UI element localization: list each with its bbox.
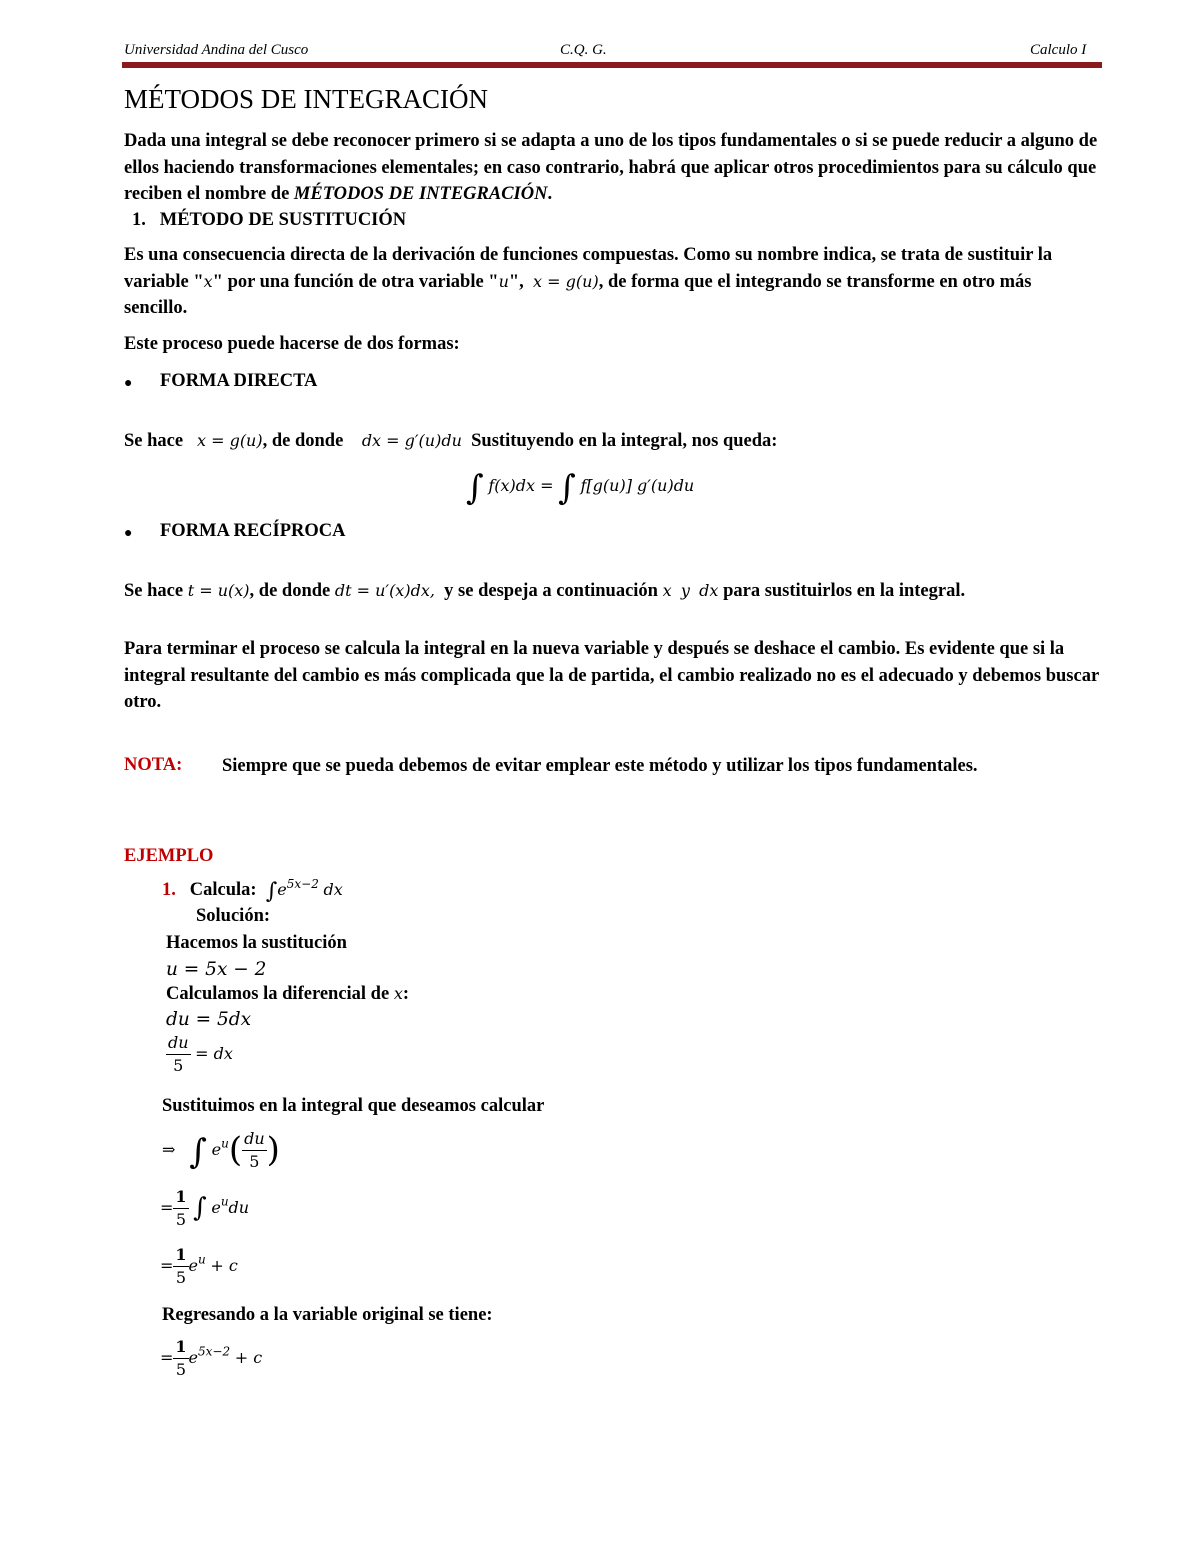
u-exp: u — [220, 1194, 229, 1209]
eu: e — [211, 1197, 221, 1217]
integral-sign-icon: ∫ — [466, 468, 484, 508]
eq-u: u = 5x − 2 — [166, 959, 267, 980]
eq-substitute — [162, 1128, 280, 1173]
paren-open: ( — [228, 1129, 243, 1170]
ejemplo-calcula-label: Calcula: — [189, 880, 257, 901]
forma-directa-label: FORMA DIRECTA — [160, 371, 318, 391]
fr-de-donde: , de donde — [249, 581, 331, 601]
fd-se-hace: Se hace — [124, 431, 184, 451]
fd-rest: Sustituyendo en la integral, nos queda: — [471, 431, 778, 451]
frac-one: 1 — [173, 1186, 188, 1209]
var-x: x — [203, 271, 213, 291]
step4: Regresando a la variable original se tiene: — [162, 1305, 493, 1325]
fraction — [242, 1128, 267, 1173]
bullet-icon: ● — [124, 376, 133, 391]
frac-one: 1 — [173, 1336, 188, 1359]
bullet-icon: ● — [124, 526, 133, 541]
nota-text: Siempre que se pueda debemos de evitar emplear este método y utilizar los tipos fundamentales. — [222, 756, 978, 776]
fd-formula-rhs: f[g(u)] g′(u)du — [580, 476, 695, 495]
frac-five: 5 — [175, 1210, 187, 1229]
intro-emphasis: MÉTODOS DE INTEGRACIÓN — [293, 184, 548, 204]
section-number: 1. — [132, 210, 146, 230]
integral-sign-icon: ∫ — [189, 1131, 207, 1172]
header-left: Universidad Andina del Cusco — [124, 42, 309, 58]
frac-num: du — [166, 1032, 191, 1055]
page-title: MÉTODOS DE INTEGRACIÓN — [124, 84, 488, 114]
nota-label: NOTA: — [124, 755, 183, 775]
step2-colon: : — [402, 984, 410, 1004]
fd-formula-lhs: f(x)dx = — [488, 476, 554, 495]
section-p1-b: " por una función de otra variable " — [212, 271, 499, 292]
fraction — [173, 1336, 188, 1381]
frac-num: du — [242, 1128, 267, 1151]
intro-paragraph — [124, 128, 1099, 208]
u-exp: u — [221, 1136, 229, 1151]
fd-formula — [466, 468, 694, 508]
eq-step-a — [160, 1186, 249, 1231]
var-u: u — [498, 271, 509, 291]
fr-mid: y se despeja a continuación — [444, 581, 658, 601]
frac-five: 5 — [175, 1360, 187, 1379]
fr-paragraph-2: Para terminar el proceso se calcula la integral en la nueva variable y después se deshace el cambio. Es evidente que si la integral resultante del cambio es más complicada que la de partida, el cambio realizado no es el adecuado y debemos buscar otro. — [124, 639, 1099, 712]
ej-exp: 5x−2 — [286, 877, 319, 891]
intro-end: . — [547, 184, 553, 204]
fr-rest: para sustituirlos en la integral. — [723, 581, 966, 601]
step2-x: x — [393, 984, 403, 1003]
section-p1-d: , de forma que el integrando se transforme en otro más sencillo. — [124, 271, 1032, 318]
integral-sign-icon: ∫ — [265, 879, 278, 905]
eq-du: du = 5dx — [166, 1009, 252, 1030]
integral-sign-icon: ∫ — [193, 1192, 207, 1223]
section-p1-a: Es una consecuencia directa de la derivación de funciones compuestas. Como su nombre indica, se trata de sustituir la variable " — [124, 245, 1053, 292]
eq-sign: = — [160, 1197, 174, 1217]
header-right: Calculo I — [1030, 42, 1087, 58]
frac-den: 5 — [249, 1152, 260, 1171]
ejemplo-solucion: Solución: — [196, 906, 271, 926]
ejemplo-calcula — [162, 877, 343, 904]
fr-y: y — [680, 581, 690, 600]
plus-c: + c — [210, 1255, 238, 1275]
section-p1-c: ", — [508, 271, 524, 292]
frac-five: 5 — [175, 1268, 187, 1287]
fd-de-donde: , de donde — [262, 431, 344, 451]
fr-x: x — [662, 581, 672, 600]
eu: e — [211, 1139, 222, 1159]
fr-dx: dx — [699, 581, 719, 600]
ej-dx: dx — [323, 880, 343, 900]
fr-eq1: t = u(x) — [187, 581, 250, 600]
eu: e — [188, 1255, 199, 1275]
section-heading — [132, 210, 406, 231]
forma-reciproca-label: FORMA RECÍPROCA — [160, 521, 346, 541]
section-p2: Este proceso puede hacerse de dos formas: — [124, 334, 460, 354]
integral-sign-icon: ∫ — [558, 468, 576, 508]
plus-c: + c — [234, 1347, 263, 1367]
frac-one: 1 — [173, 1244, 188, 1267]
fr-se-hace: Se hace — [124, 581, 184, 601]
fd-eq1: x = g(u) — [196, 431, 263, 450]
eu: e — [188, 1347, 199, 1367]
paren-close: ) — [266, 1129, 280, 1170]
fd-eq2: dx = g′(u)du — [361, 431, 462, 450]
fr-eq2: dt = u′(x)dx, — [334, 581, 435, 600]
forma-directa-text — [124, 431, 777, 452]
fraction — [173, 1186, 188, 1231]
eq-dx: = dx — [195, 1043, 233, 1063]
header-center: C.Q. G. — [560, 42, 607, 58]
header-rule — [122, 62, 1102, 68]
final-exp: 5x−2 — [198, 1344, 231, 1359]
ejemplo-number: 1. — [162, 880, 176, 901]
eq-final — [160, 1336, 262, 1381]
eq-x-gu: x = g(u) — [533, 271, 599, 291]
fr-paragraph — [124, 578, 1099, 605]
fraction — [173, 1244, 188, 1289]
eq-frac-du — [166, 1032, 233, 1077]
eq-sign: = — [160, 1347, 174, 1367]
section-paragraph — [124, 242, 1099, 322]
frac-den: 5 — [173, 1056, 184, 1075]
step1: Hacemos la sustitución — [166, 933, 347, 953]
ejemplo-label: EJEMPLO — [124, 846, 214, 866]
fraction — [166, 1032, 191, 1077]
eq-step-b — [160, 1244, 238, 1289]
section-title: MÉTODO DE SUSTITUCIÓN — [159, 210, 407, 230]
implies-icon: ⇒ — [162, 1139, 176, 1159]
step2-text: Calculamos la diferencial de — [166, 984, 390, 1004]
step3: Sustituimos en la integral que deseamos calcular — [162, 1096, 545, 1116]
ej-e: e — [277, 880, 287, 900]
eq-sign: = — [160, 1255, 174, 1275]
du: du — [228, 1197, 250, 1217]
intro-text: Dada una integral se debe reconocer primero si se adapta a uno de los tipos fundamentales o si se puede reducir a alguno de ellos haciendo transformaciones elementales; en caso contrario, habrá que aplicar otros procedimientos para su cálculo que reciben el nombre de — [124, 131, 1098, 204]
step2 — [166, 984, 409, 1005]
u-exp: u — [198, 1252, 206, 1267]
